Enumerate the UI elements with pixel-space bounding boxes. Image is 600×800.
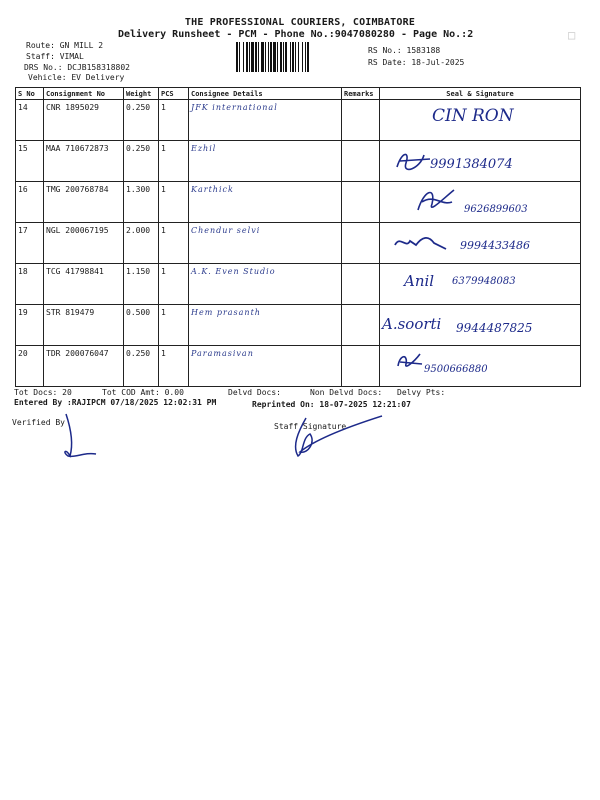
col-header-remarks: Remarks	[342, 88, 380, 100]
table-row	[16, 100, 581, 141]
delivery-points: Delvy Pts:	[397, 388, 446, 397]
cell-consignment: MAA 710672873	[44, 141, 124, 182]
cell-consignee: JFK international	[189, 100, 342, 141]
cell-remarks	[342, 182, 380, 223]
table-row	[16, 182, 581, 223]
staff-signature-label: Staff Signature	[274, 422, 347, 431]
cell-remarks	[342, 264, 380, 305]
barcode-bar	[309, 42, 310, 72]
signature-scribble	[394, 147, 434, 173]
verified-by-label: Verified By	[12, 418, 65, 427]
handwritten-phone: 9994433486	[460, 239, 530, 252]
staff-signature	[286, 412, 386, 462]
cell-pcs: 1	[159, 305, 189, 346]
cell-weight: 2.000	[124, 223, 159, 264]
staff-text: Staff: VIMAL	[26, 52, 84, 61]
table-row	[16, 264, 581, 305]
cell-signature	[380, 346, 581, 387]
cell-sno: 14	[16, 100, 44, 141]
route-text: Route: GN MILL 2	[26, 41, 104, 50]
handwritten-signature: A.soorti	[382, 315, 442, 333]
col-header-consignment: Consignment No	[44, 88, 124, 100]
company-title: THE PROFESSIONAL COURIERS, COIMBATORE	[184, 17, 416, 28]
reprinted-on: Reprinted On: 18-07-2025 12:21:07	[252, 400, 411, 409]
cell-sno: 19	[16, 305, 44, 346]
table-row	[16, 346, 581, 387]
col-header-sno: S No	[16, 88, 44, 100]
cell-pcs: 1	[159, 141, 189, 182]
cell-weight: 0.250	[124, 346, 159, 387]
handwritten-signature: CIN RON	[432, 106, 514, 126]
cell-signature	[380, 100, 581, 141]
handwritten-phone: 9944487825	[456, 321, 533, 335]
cell-remarks	[342, 223, 380, 264]
cell-consignee: Karthick	[189, 182, 342, 223]
rs-number: RS No.: 1583188	[368, 46, 441, 55]
verifier-signature	[56, 412, 106, 460]
runsheet-table	[15, 87, 581, 387]
runsheet-subtitle: Delivery Runsheet - PCM - Phone No.:9047080280 - Page No.:2	[118, 29, 474, 40]
cell-weight: 0.500	[124, 305, 159, 346]
col-header-pcs: PCS	[159, 88, 189, 100]
col-header-consignee: Consignee Details	[189, 88, 342, 100]
vehicle-text: Vehicle: EV Delivery	[28, 73, 125, 82]
cell-consignee: Ezhil	[189, 141, 342, 182]
cell-sno: 18	[16, 264, 44, 305]
handwritten-phone: 9626899603	[464, 204, 528, 215]
cell-pcs: 1	[159, 264, 189, 305]
cell-consignment: STR 819479	[44, 305, 124, 346]
cell-signature	[380, 141, 581, 182]
non-delivered-docs: Non Delvd Docs:	[310, 388, 383, 397]
cell-signature	[380, 223, 581, 264]
cell-remarks	[342, 346, 380, 387]
cell-pcs: 1	[159, 346, 189, 387]
table-header-row	[16, 88, 581, 100]
cell-consignee: A.K. Even Studio	[189, 264, 342, 305]
signature-scribble	[414, 184, 458, 216]
handwritten-phone: 9500666880	[424, 364, 488, 375]
entered-by: Entered By :RAJIPCM 07/18/2025 12:02:31 PM	[14, 398, 217, 407]
cell-pcs: 1	[159, 182, 189, 223]
cell-weight: 1.150	[124, 264, 159, 305]
cell-weight: 0.250	[124, 100, 159, 141]
cell-sno: 20	[16, 346, 44, 387]
signature-scribble	[392, 231, 450, 253]
handwritten-phone: 6379948083	[452, 276, 516, 287]
barcode	[236, 42, 360, 72]
cell-weight: 1.300	[124, 182, 159, 223]
corner-mark: □	[568, 28, 576, 42]
cell-consignee: Hem prasanth	[189, 305, 342, 346]
cell-pcs: 1	[159, 100, 189, 141]
cell-sno: 15	[16, 141, 44, 182]
handwritten-phone: 9991384074	[430, 157, 513, 172]
total-docs: Tot Docs: 20	[14, 388, 72, 397]
cell-sno: 17	[16, 223, 44, 264]
cell-remarks	[342, 100, 380, 141]
delivered-docs: Delvd Docs:	[228, 388, 281, 397]
table-row	[16, 305, 581, 346]
cell-consignee: Paramasivan	[189, 346, 342, 387]
drs-text: DRS No.: DCJB158318802	[24, 63, 130, 72]
table-row	[16, 223, 581, 264]
cell-consignment: NGL 200067195	[44, 223, 124, 264]
cell-pcs: 1	[159, 223, 189, 264]
col-header-weight: Weight	[124, 88, 159, 100]
total-cod-amount: Tot COD Amt: 0.00	[102, 388, 184, 397]
signature-scribble	[394, 350, 424, 372]
cell-consignment: CNR 1895029	[44, 100, 124, 141]
cell-consignment: TDR 200076047	[44, 346, 124, 387]
cell-signature	[380, 264, 581, 305]
cell-consignee: Chendur selvi	[189, 223, 342, 264]
cell-remarks	[342, 305, 380, 346]
cell-signature	[380, 182, 581, 223]
cell-signature	[380, 305, 581, 346]
cell-sno: 16	[16, 182, 44, 223]
col-header-signature: Seal & Signature	[380, 88, 581, 100]
cell-consignment: TCG 41798841	[44, 264, 124, 305]
handwritten-signature: Anil	[404, 272, 435, 290]
table-row	[16, 141, 581, 182]
cell-remarks	[342, 141, 380, 182]
cell-consignment: TMG 200768784	[44, 182, 124, 223]
rs-date: RS Date: 18-Jul-2025	[368, 58, 465, 67]
cell-weight: 0.250	[124, 141, 159, 182]
